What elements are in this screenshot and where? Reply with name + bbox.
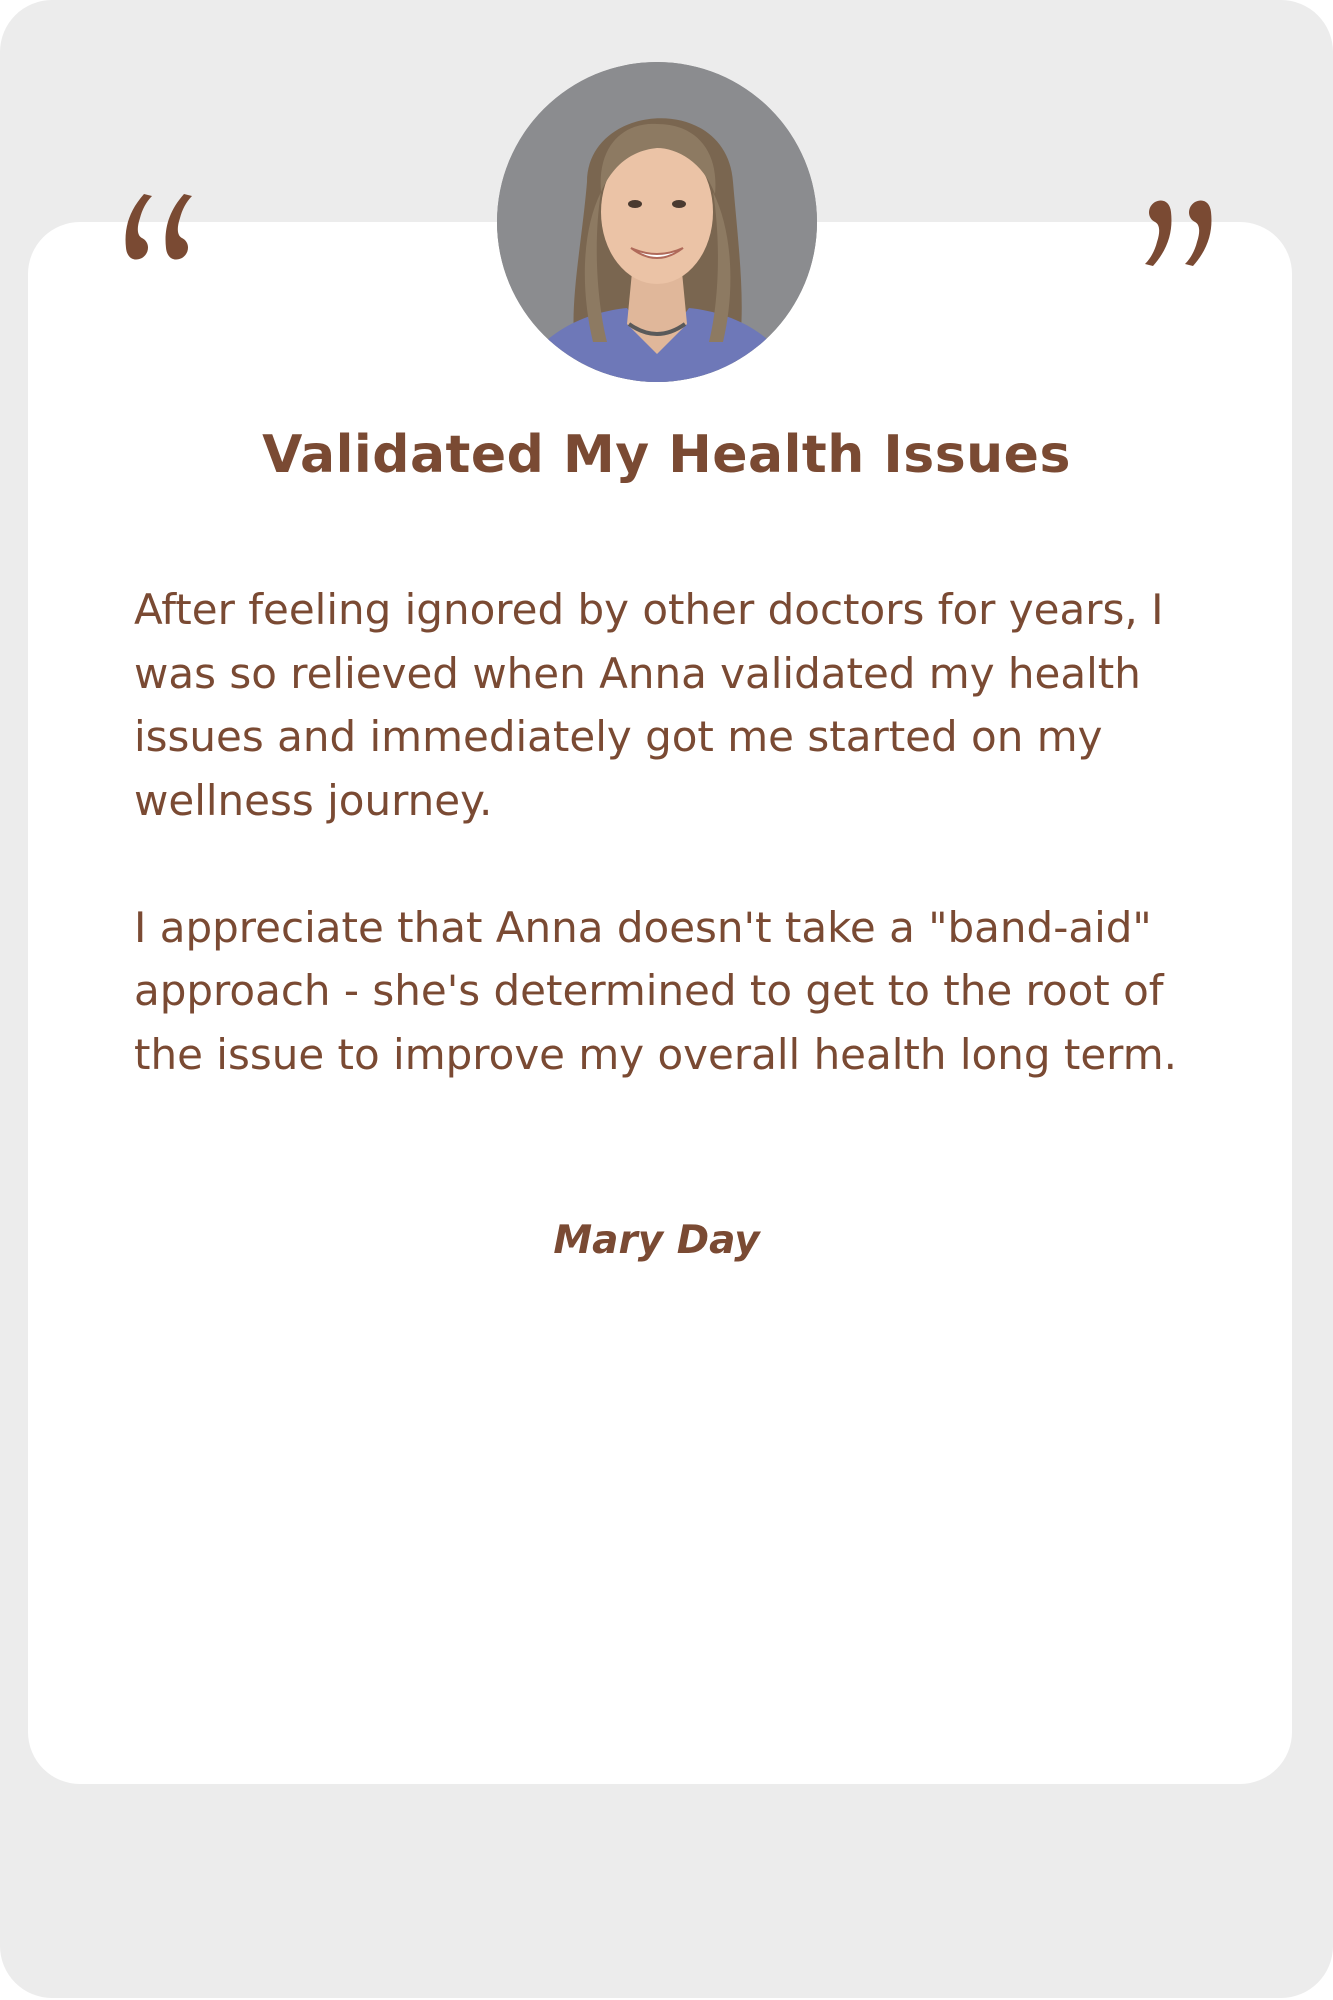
testimonial-paragraph: I appreciate that Anna doesn't take a "band-aid" approach - she's determined to get to the root of the issue to improve my overall health long term. <box>134 902 1177 1079</box>
avatar <box>497 62 817 382</box>
testimonial-author: Mary Day <box>553 1218 760 1263</box>
quote-close-icon <box>1125 190 1215 270</box>
testimonial-title: Validated My Health Issues <box>262 425 1071 485</box>
testimonial-body <box>134 578 1234 1150</box>
testimonial-paragraph: After feeling ignored by other doctors for years, I was so relieved when Anna validated my health issues and immediately got me started on my wellness journey. <box>134 585 1164 825</box>
quote-open-icon <box>122 190 212 270</box>
